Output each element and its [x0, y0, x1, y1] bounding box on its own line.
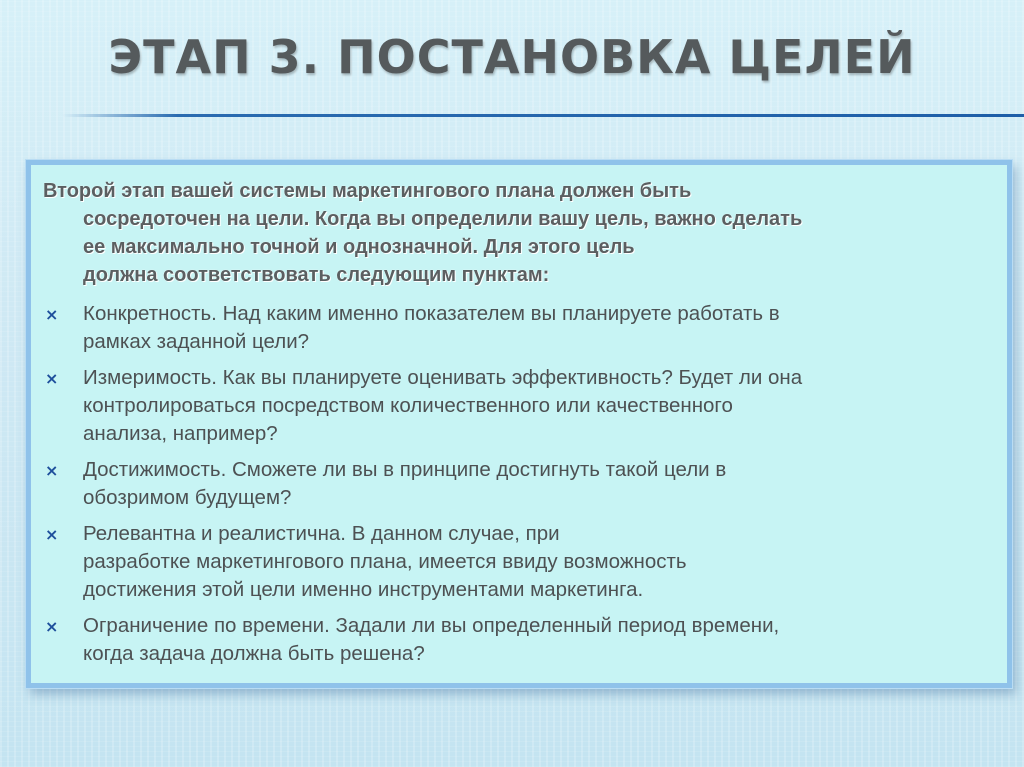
intro-line: Второй этап вашей системы маркетингового плана должен быть	[43, 180, 692, 202]
list-item	[43, 520, 1003, 604]
slide-title: ЭТАП 3. ПОСТАНОВКА ЦЕЛЕЙ	[108, 30, 916, 84]
intro-paragraph	[43, 177, 973, 289]
bullet-line: анализа, например?	[83, 422, 278, 445]
content-box	[26, 160, 1012, 688]
list-item	[43, 300, 1003, 356]
cross-bullet-icon: ×	[45, 525, 59, 544]
bullet-line: достижения этой цели именно инструментами маркетинга.	[83, 578, 644, 601]
intro-line: сосредоточен на цели. Когда вы определили вашу цель, важно сделать	[83, 208, 803, 230]
criteria-list	[43, 300, 1003, 676]
cross-bullet-icon: ×	[45, 305, 59, 324]
cross-bullet-icon: ×	[45, 617, 59, 636]
bullet-line: контролироваться посредством количественного или качественного	[83, 394, 733, 417]
title-divider	[62, 114, 1024, 117]
list-item	[43, 612, 1003, 668]
bullet-line: рамках заданной цели?	[83, 330, 310, 353]
bullet-line: Релевантна и реалистична. В данном случае, при	[83, 522, 560, 545]
list-item	[43, 364, 1003, 448]
intro-line: ее максимально точной и однозначной. Для этого цель	[83, 236, 635, 258]
cross-bullet-icon: ×	[45, 461, 59, 480]
bullet-line: разработке маркетингового плана, имеется ввиду возможность	[83, 550, 687, 573]
bullet-line: обозримом будущем?	[83, 486, 292, 509]
bullet-line: Измеримость. Как вы планируете оценивать эффективность? Будет ли она	[83, 366, 803, 389]
bullet-line: Достижимость. Сможете ли вы в принципе достигнуть такой цели в	[83, 458, 727, 481]
list-item	[43, 456, 1003, 512]
bullet-line: Ограничение по времени. Задали ли вы определенный период времени,	[83, 614, 780, 637]
cross-bullet-icon: ×	[45, 369, 59, 388]
intro-line: должна соответствовать следующим пунктам:	[83, 264, 550, 286]
bullet-line: Конкретность. Над каким именно показателем вы планируете работать в	[83, 302, 780, 325]
bullet-line: когда задача должна быть решена?	[83, 642, 425, 665]
